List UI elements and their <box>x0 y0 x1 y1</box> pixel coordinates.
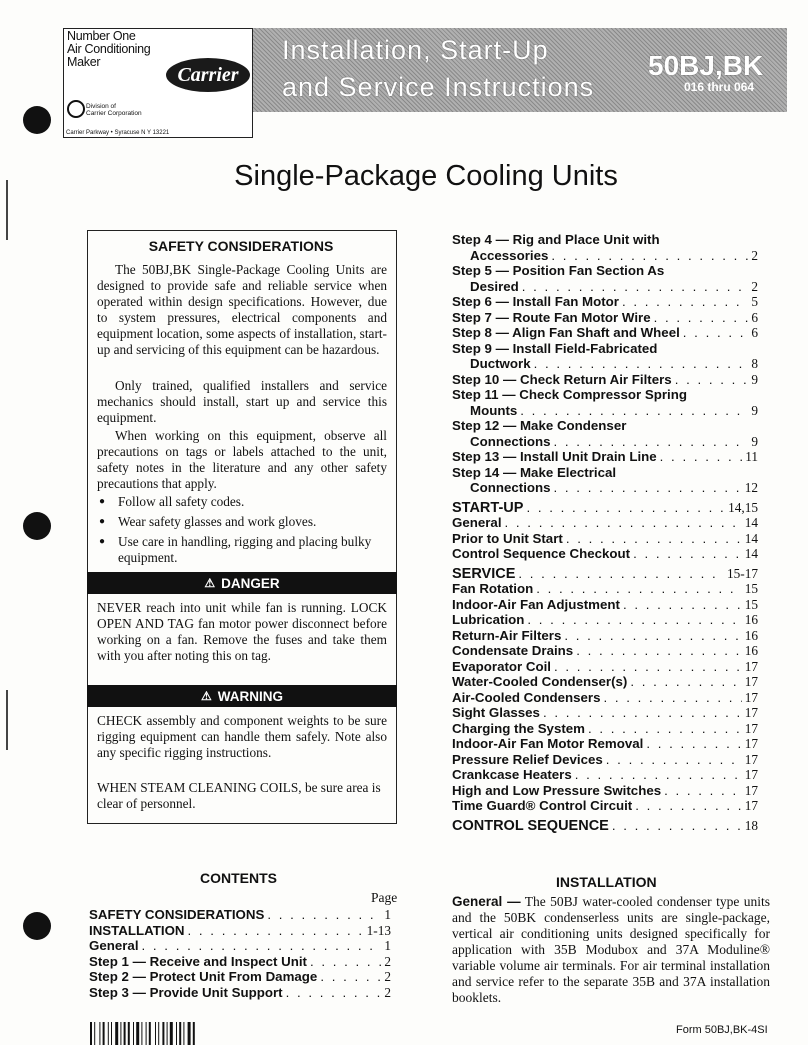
carrier-logo <box>166 58 250 92</box>
toc-page-number: 2 <box>751 278 758 294</box>
toc-entry-label: General <box>89 938 139 953</box>
toc-entry-label: START-UP <box>452 499 524 516</box>
division-line: Carrier Corporation <box>86 110 142 117</box>
toc-leader-dots <box>554 659 742 674</box>
toc-entry-line <box>452 387 758 403</box>
toc-entry-label: Step 1 — Receive and Inspect Unit <box>89 953 307 969</box>
toc-entry-label: CONTROL SEQUENCE <box>452 817 609 834</box>
division-line: Division of <box>86 103 116 110</box>
safety-title: SAFETY CONSIDERATIONS <box>148 238 334 254</box>
binder-hole-2 <box>23 512 51 540</box>
toc-entry <box>452 434 758 450</box>
toc-entry-label: Connections <box>470 480 551 495</box>
toc-entry <box>452 372 758 388</box>
page-column-label: Page <box>371 890 398 905</box>
toc-entry <box>89 954 391 970</box>
warning-bar <box>87 685 397 707</box>
toc-leader-dots <box>633 546 742 561</box>
toc-leader-dots <box>646 736 741 751</box>
toc-leader-dots <box>588 721 742 736</box>
installation-text: The 50BJ water-cooled condenser type units and the 50BK condenserless units are single-package, vertical air conditioning units designed specifically for application with 35B Modubox and 37A Moduline® variable volume air terminals. For air terminal installation and service refer to the separate 35B and 37A installation booklets. <box>452 894 770 1005</box>
toc-entry <box>452 690 758 706</box>
toc-entry-label: Time Guard® Control Circuit <box>452 798 633 813</box>
toc-entry <box>89 907 391 923</box>
toc-entry <box>89 938 391 954</box>
toc-entry-label: Step 11 — Check Compressor Spring <box>452 387 687 402</box>
toc-entry-label: Step 13 — Install Unit Drain Line <box>452 449 657 464</box>
logo-text: Carrier <box>177 63 239 86</box>
toc-page-number: 16 <box>744 612 758 627</box>
toc-page-number: 17 <box>744 689 758 705</box>
toc-page-number: 9 <box>751 402 758 418</box>
installation-lead: General — <box>452 894 521 909</box>
toc-page-number: 15-17 <box>726 565 758 581</box>
toc-leader-dots <box>554 480 742 495</box>
toc-page-number: 14 <box>744 546 758 561</box>
toc-leader-dots <box>606 752 742 767</box>
toc-leader-dots <box>534 356 749 371</box>
toc-leader-dots <box>564 628 741 643</box>
toc-page-number: 17 <box>744 658 758 674</box>
toc-leader-dots <box>142 938 382 953</box>
steam-cleaning-note <box>97 780 387 812</box>
toc-entry <box>452 279 758 295</box>
toc-leader-dots <box>654 310 749 325</box>
toc-entry-label: Fan Rotation <box>452 581 534 596</box>
toc-entry <box>452 531 758 547</box>
barcode-bar <box>103 1022 105 1045</box>
toc-page-number: 2 <box>384 969 391 984</box>
toc-entry-label: Connections <box>470 433 551 449</box>
toc-entry-label: Evaporator Coil <box>452 658 552 674</box>
barcode-bar <box>179 1022 181 1045</box>
toc-page-number: 6 <box>751 325 758 340</box>
toc-page-number: 2 <box>384 953 391 969</box>
toc-leader-dots <box>576 643 742 658</box>
toc-page-number: 15 <box>744 581 758 596</box>
banner-title-line-2: and Service Instructions <box>282 72 595 102</box>
toc-entry-label: Step 6 — Install Fan Motor <box>452 294 619 309</box>
banner-title-line-1: Installation, Start-Up <box>282 35 549 65</box>
document-title: Single-Package Cooling Units <box>234 160 618 192</box>
safety-bullet: ● Use care in handling, rigging and placing bulky equipment. <box>97 534 387 566</box>
toc-leader-dots <box>536 581 741 596</box>
toc-entry <box>452 818 758 834</box>
toc-page-number: 8 <box>751 356 758 371</box>
steam-note-rest: be sure area is clear of personnel. <box>97 780 381 811</box>
edge-mark <box>6 690 8 750</box>
division-text <box>86 103 142 117</box>
toc-leader-dots <box>267 907 381 922</box>
brand-line: Air Conditioning <box>67 42 151 56</box>
barcode-bar <box>90 1022 92 1045</box>
toc-entry <box>452 597 758 613</box>
barcode-bar <box>115 1022 118 1045</box>
toc-entry <box>452 674 758 690</box>
toc-entry-label: Air-Cooled Condensers <box>452 689 601 705</box>
toc-leader-dots <box>518 566 724 581</box>
toc-leader-dots <box>554 434 749 449</box>
toc-entry-line <box>452 263 758 279</box>
toc-leader-dots <box>575 767 742 782</box>
toc-leader-dots <box>505 515 742 530</box>
toc-page-number: 5 <box>751 294 758 309</box>
toc-entry-label: Step 12 — Make Condenser <box>452 418 627 433</box>
toc-entry-label: Step 7 — Route Fan Motor Wire <box>452 309 651 325</box>
toc-page-number: 17 <box>744 767 758 782</box>
toc-entry-line <box>452 341 758 357</box>
toc-page-number: 17 <box>744 782 758 798</box>
barcode-bar <box>128 1022 130 1045</box>
toc-leader-dots <box>675 372 749 387</box>
toc-leader-dots <box>660 449 743 464</box>
binder-hole-3 <box>23 912 51 940</box>
company-address: Carrier Parkway • Syracuse N Y 13221 <box>66 130 170 136</box>
model-range: 016 thru 064 <box>684 80 755 94</box>
toc-page-number: 2 <box>384 984 391 1000</box>
warning-text: CHECK assembly and component weights to be sure rigging equipment can handle them safely. Note also any specific rigging instructions. <box>97 713 387 760</box>
toc-entry-label: Step 4 — Rig and Place Unit with <box>452 232 660 247</box>
toc-entry <box>452 736 758 752</box>
barcode-bar <box>193 1022 195 1045</box>
safety-paragraph-3: When working on this equipment, observe all precautions on tags or labels attached to the unit, safety notes in the literature and any other safety precautions that apply. <box>97 428 387 491</box>
toc-entry-label: Condensate Drains <box>452 643 574 658</box>
barcode-bar <box>136 1022 139 1045</box>
toc-entry <box>452 659 758 675</box>
toc-leader-dots <box>286 985 382 1000</box>
toc-page-number: 14,15 <box>728 499 758 515</box>
toc-entry-label: Step 5 — Position Fan Section As <box>452 263 665 278</box>
toc-entry-label: Indoor-Air Fan Adjustment <box>452 596 620 612</box>
toc-entry <box>89 985 391 1001</box>
barcode-bar <box>99 1022 100 1045</box>
toc-entry <box>452 480 758 496</box>
toc-entry-label: Lubrication <box>452 612 525 627</box>
toc-entry-label: Control Sequence Checkout <box>452 546 631 561</box>
barcode-bar <box>170 1022 173 1045</box>
toc-entry <box>89 923 391 939</box>
toc-page-number: 6 <box>751 309 758 325</box>
barcode-bar <box>146 1022 147 1045</box>
toc-entry-label: Step 3 — Provide Unit Support <box>89 984 283 1000</box>
contents-title: CONTENTS <box>200 870 277 886</box>
steam-note-caps: WHEN STEAM CLEANING COILS, <box>97 780 302 795</box>
toc-entry <box>452 310 758 326</box>
toc-leader-dots <box>520 403 748 418</box>
toc-entry <box>452 515 758 531</box>
toc-entry-label: Pressure Relief Devices <box>452 751 603 767</box>
toc-entry-label: General <box>452 515 502 530</box>
toc-entry <box>452 643 758 659</box>
barcode-bar <box>176 1022 177 1045</box>
toc-entry-label: Step 2 — Protect Unit From Damage <box>89 969 318 984</box>
toc-entry <box>452 612 758 628</box>
toc-leader-dots <box>622 294 748 309</box>
toc-leader-dots <box>683 325 749 340</box>
danger-bar <box>87 572 397 594</box>
toc-leader-dots <box>630 674 741 689</box>
toc-page-number: 1 <box>384 907 391 922</box>
toc-entry-label: High and Low Pressure Switches <box>452 782 662 798</box>
barcode-bar <box>167 1022 168 1045</box>
model-number: 50BJ,BK <box>648 50 764 81</box>
toc-entry <box>89 969 391 985</box>
barcode-bar <box>183 1022 184 1045</box>
toc-page-number: 1-13 <box>366 922 391 938</box>
toc-page-number: 16 <box>744 643 758 658</box>
toc-entry-label: Ductwork <box>470 356 531 371</box>
barcode-bar <box>124 1022 126 1045</box>
toc-entry-label: Sight Glasses <box>452 705 540 720</box>
brand-line: Number One <box>67 29 136 43</box>
toc-entry-line <box>452 465 758 481</box>
barcode-bar <box>120 1022 121 1045</box>
toc-entry-label: Mounts <box>470 402 518 418</box>
barcode-bar <box>94 1022 95 1045</box>
installation-title: INSTALLATION <box>556 874 657 890</box>
toc-leader-dots <box>664 783 742 798</box>
toc-page-number: 9 <box>751 433 758 449</box>
toc-leader-dots <box>566 531 742 546</box>
toc-page-number: 17 <box>744 736 758 751</box>
barcode-bar <box>141 1022 142 1045</box>
barcode-bar <box>188 1022 191 1045</box>
barcode-bar <box>158 1022 159 1045</box>
toc-entry <box>452 705 758 721</box>
toc-entry <box>452 500 758 516</box>
toc-page-number: 17 <box>744 705 758 720</box>
toc-leader-dots <box>320 969 381 984</box>
toc-leader-dots <box>612 818 742 833</box>
toc-leader-dots <box>527 612 741 627</box>
toc-entry <box>452 449 758 465</box>
toc-entry <box>452 403 758 419</box>
toc-entry <box>452 752 758 768</box>
barcode-bar <box>133 1022 134 1045</box>
barcode-bar <box>162 1022 164 1045</box>
toc-page-number: 16 <box>744 627 758 643</box>
warning-label: WARNING <box>217 688 283 704</box>
binder-hole-1 <box>23 106 51 134</box>
toc-entry-label: Return-Air Filters <box>452 627 562 643</box>
contents-continued <box>452 232 758 833</box>
toc-page-number: 18 <box>744 817 758 833</box>
toc-page-number: 2 <box>751 247 758 263</box>
toc-leader-dots <box>310 954 381 969</box>
toc-page-number: 17 <box>744 751 758 767</box>
installation-paragraph <box>452 894 770 1006</box>
toc-entry-label: Prior to Unit Start <box>452 530 563 546</box>
warning-triangle-icon: ⚠ <box>200 689 212 703</box>
toc-entry-label: Charging the System <box>452 720 585 736</box>
toc-leader-dots <box>604 690 742 705</box>
toc-entry-label: Indoor-Air Fan Motor Removal <box>452 736 644 751</box>
warning-triangle-icon: ⚠ <box>204 576 216 590</box>
toc-entry <box>452 294 758 310</box>
barcode-bar <box>149 1022 151 1045</box>
toc-entry <box>452 767 758 783</box>
toc-leader-dots <box>623 597 742 612</box>
toc-page-number: 11 <box>745 449 758 464</box>
danger-label: DANGER <box>221 575 280 591</box>
barcode-bar <box>111 1022 112 1045</box>
toc-entry-label: Accessories <box>470 247 549 263</box>
toc-page-number: 17 <box>744 798 758 813</box>
toc-entry <box>452 783 758 799</box>
toc-page-number: 17 <box>744 720 758 736</box>
barcode-bar <box>155 1022 156 1045</box>
toc-entry-label: Step 8 — Align Fan Shaft and Wheel <box>452 325 680 340</box>
barcode <box>90 1022 240 1045</box>
toc-entry-label: SERVICE <box>452 565 516 582</box>
toc-entry-label: Step 14 — Make Electrical <box>452 464 617 480</box>
toc-entry <box>452 566 758 582</box>
brand-tagline <box>67 30 150 69</box>
safety-bullet: ● Follow all safety codes. <box>97 494 387 510</box>
toc-entry <box>452 325 758 341</box>
toc-leader-dots <box>635 798 741 813</box>
division-logo-icon <box>67 100 85 118</box>
toc-entry-label: SAFETY CONSIDERATIONS <box>89 907 265 922</box>
toc-page-number: 14 <box>744 515 758 530</box>
toc-entry <box>452 581 758 597</box>
safety-bullet-list <box>97 494 387 570</box>
safety-bullet: ● Wear safety glasses and work gloves. <box>97 514 387 530</box>
toc-entry <box>452 356 758 372</box>
toc-page-number: 1 <box>384 938 391 953</box>
toc-entry-label: Step 10 — Check Return Air Filters <box>452 371 672 387</box>
toc-page-number: 12 <box>744 480 758 495</box>
danger-text: NEVER reach into unit while fan is running. LOCK OPEN AND TAG fan motor power disconnect before working on a fan. Remove the fuses and take them with you after noting this on tag. <box>97 600 387 663</box>
safety-paragraph-2: Only trained, qualified installers and service mechanics should install, start up and service this equipment. <box>97 378 387 425</box>
toc-page-number: 17 <box>744 674 758 689</box>
toc-page-number: 9 <box>751 371 758 387</box>
brand-line: Maker <box>67 55 101 69</box>
toc-entry-line <box>452 418 758 434</box>
contents-list <box>89 907 391 1000</box>
toc-entry <box>452 248 758 264</box>
toc-entry-label: Crankcase Heaters <box>452 767 572 782</box>
toc-page-number: 15 <box>744 596 758 612</box>
toc-leader-dots <box>188 923 364 938</box>
toc-entry <box>452 721 758 737</box>
toc-leader-dots <box>526 500 725 515</box>
toc-page-number: 14 <box>744 530 758 546</box>
toc-entry-label: Water-Cooled Condenser(s) <box>452 674 628 689</box>
toc-leader-dots <box>543 705 742 720</box>
toc-entry <box>452 546 758 562</box>
toc-entry <box>452 798 758 814</box>
toc-entry-label: Step 9 — Install Field-Fabricated <box>452 340 658 356</box>
safety-paragraph-1: The 50BJ,BK Single-Package Cooling Units are designed to provide safe and reliable service when operated within design specifications. However, due to system pressures, electrical components and equipment location, some aspects of installation, start-up and servicing of this equipment can be hazardous. <box>97 262 387 357</box>
toc-entry-label: INSTALLATION <box>89 922 185 938</box>
toc-leader-dots <box>522 279 749 294</box>
toc-entry <box>452 628 758 644</box>
barcode-bar <box>108 1022 109 1045</box>
toc-leader-dots <box>551 248 748 263</box>
form-number: Form 50BJ,BK-4SI <box>676 1024 768 1036</box>
toc-entry-label: Desired <box>470 278 519 294</box>
toc-entry-line <box>452 232 758 248</box>
